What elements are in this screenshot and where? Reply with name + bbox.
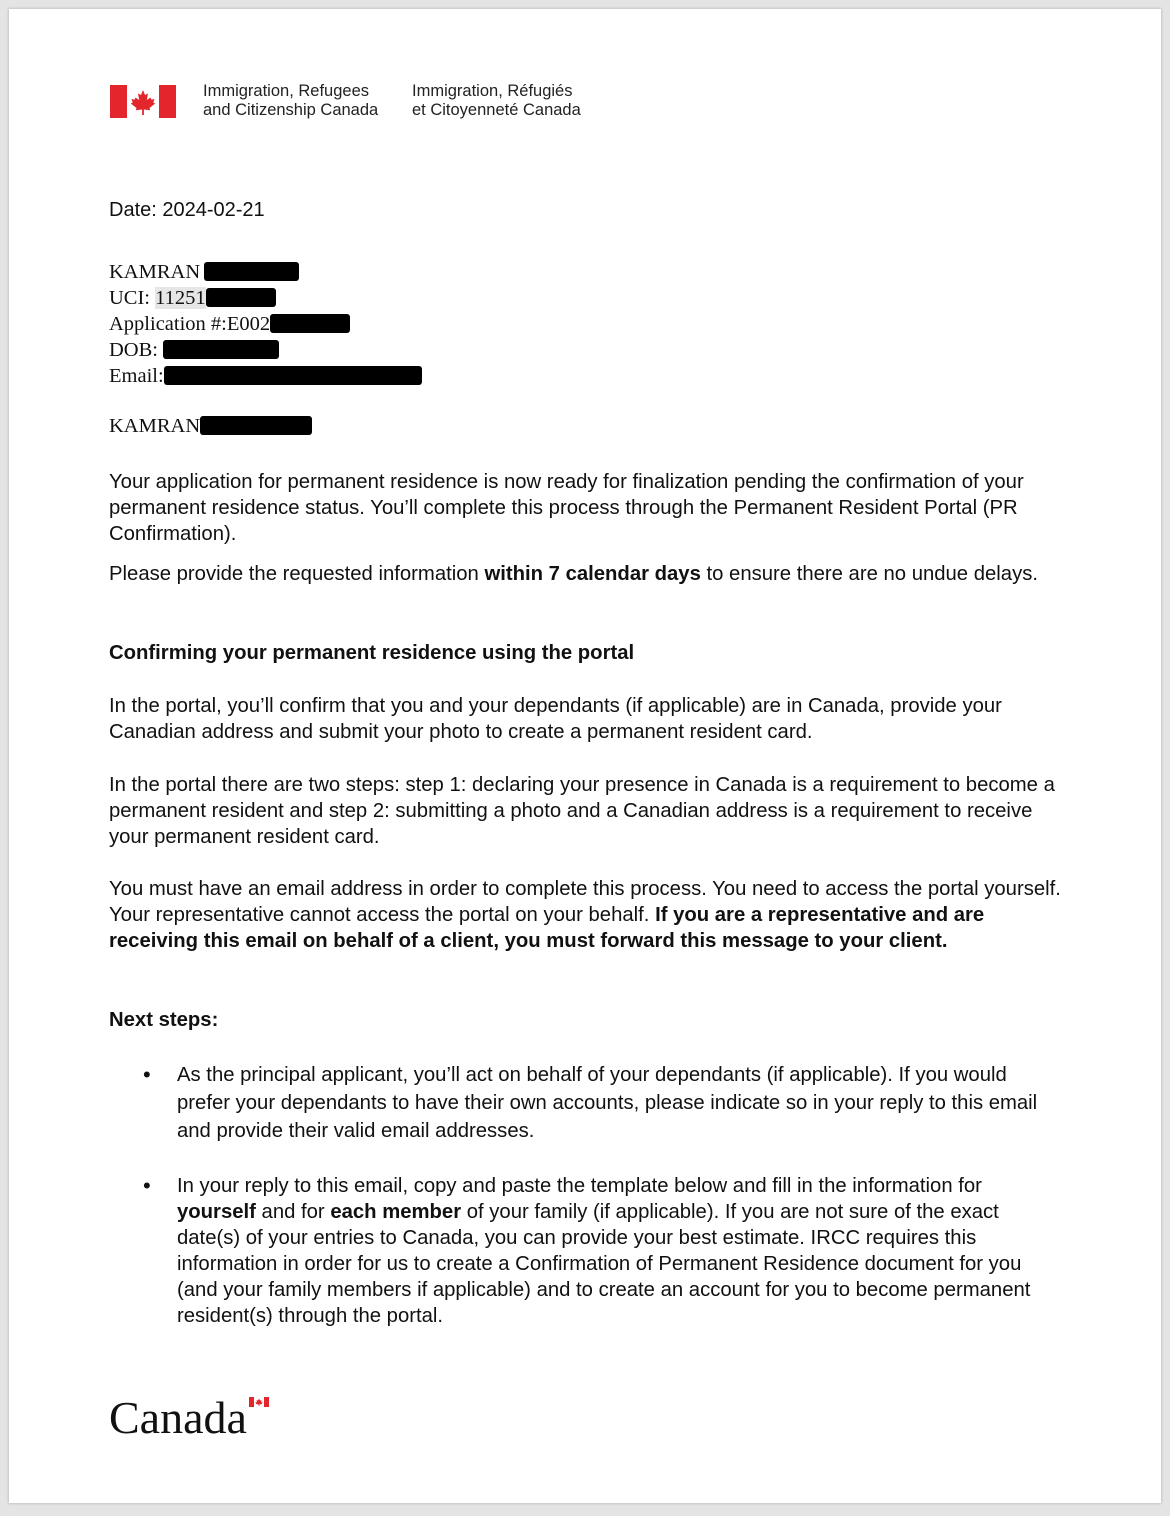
next-steps-heading: Next steps: <box>109 1009 219 1031</box>
bullet-emphasis-yourself: yourself <box>177 1201 256 1223</box>
redacted-surname <box>204 262 299 281</box>
application-value: E002 <box>226 313 271 335</box>
greeting <box>109 415 312 438</box>
canada-flag-icon <box>110 85 176 118</box>
bullet-text-part: and for <box>255 1201 331 1223</box>
representative-notice: If you are a representative and are receiving this email on behalf of a client, you must forward this message to your client. <box>109 904 985 952</box>
applicant-name-line <box>109 259 422 285</box>
bullet-text-part: of your family (if applicable). If you are not sure of the exact date(s) of your entries to Canada, you can provide your best estimate. IRCC requires this information in order for us to create a Confirmation of Permanent Residence document for you (and your family members if applicable) and to create an account for you to become permanent resident(s) through the portal. <box>177 1201 1031 1327</box>
uci-value: 11251 <box>155 287 206 309</box>
letter-date: Date: 2024-02-21 <box>109 199 265 221</box>
deadline-text-pre: Please provide the requested information <box>109 563 485 585</box>
bullet-text: As the principal applicant, you’ll act on behalf of your dependants (if applicable). If you would prefer your dependants to have their own accounts, please indicate so in your reply to this email and provide their valid email addresses. <box>177 1064 1038 1142</box>
department-name-fr <box>412 82 581 120</box>
wordmark-flag-icon <box>249 1397 269 1407</box>
redacted-application-number <box>270 314 350 333</box>
redacted-uci <box>206 288 276 307</box>
canada-wordmark-text: Canada <box>109 1393 247 1439</box>
paragraph-deadline <box>109 561 1069 587</box>
redacted-greeting-surname <box>200 416 312 435</box>
uci-line <box>109 285 422 311</box>
applicant-first-name: KAMRAN <box>109 261 201 283</box>
bullet-icon: • <box>143 1173 151 1198</box>
canada-wordmark-logo <box>109 1393 279 1439</box>
bullet-icon: • <box>143 1062 151 1087</box>
email-requirement-text: You must have an email address in order to complete this process. You need to access the portal yourself. Your representative cannot access the portal on your behalf. <box>109 878 1061 926</box>
greeting-name: KAMRAN <box>109 415 201 437</box>
bullet-text-part: In your reply to this email, copy and paste the template below and fill in the information for <box>177 1175 982 1197</box>
bullet-emphasis-member: each member <box>330 1201 462 1223</box>
dob-label: DOB: <box>109 339 158 361</box>
dob-line <box>109 337 422 363</box>
section-heading: Confirming your permanent residence using the portal <box>109 642 635 664</box>
redacted-dob <box>163 340 279 359</box>
deadline-text-post: to ensure there are no undue delays. <box>700 563 1038 585</box>
redacted-email <box>164 366 422 385</box>
applicant-info <box>109 259 422 389</box>
paragraph-portal-confirm: In the portal, you’ll confirm that you and your dependants (if applicable) are in Canada, provide your Canadian address and submit your photo to create a permanent resident card. <box>109 695 1002 743</box>
uci-label: UCI: <box>109 287 156 309</box>
paragraph-intro: Your application for permanent residence is now ready for finalization pending the confirmation of your permanent residence status. You’ll complete this process through the Permanent Resident Portal (PR Confirmation). <box>109 471 1024 545</box>
department-name-en <box>203 82 378 120</box>
deadline-emphasis: within 7 calendar days <box>484 563 701 585</box>
application-label: Application #: <box>109 313 227 335</box>
dept-fr-line-1: Immigration, Réfugiés <box>412 82 573 100</box>
dept-en-line-2: and Citizenship Canada <box>203 101 379 119</box>
email-line <box>109 363 422 389</box>
dept-en-line-1: Immigration, Refugees <box>203 82 369 100</box>
letter-page <box>9 9 1161 1503</box>
paragraph-email-requirement <box>109 876 1069 954</box>
dept-fr-line-2: et Citoyenneté Canada <box>412 101 581 119</box>
application-number-line <box>109 311 422 337</box>
email-label: Email: <box>109 365 164 387</box>
bullet-text <box>177 1173 1057 1329</box>
paragraph-portal-steps: In the portal there are two steps: step 1: declaring your presence in Canada is a requirement to become a permanent resident and step 2: submitting a photo and a Canadian address is a requirement to receive your permanent resident card. <box>109 774 1055 848</box>
